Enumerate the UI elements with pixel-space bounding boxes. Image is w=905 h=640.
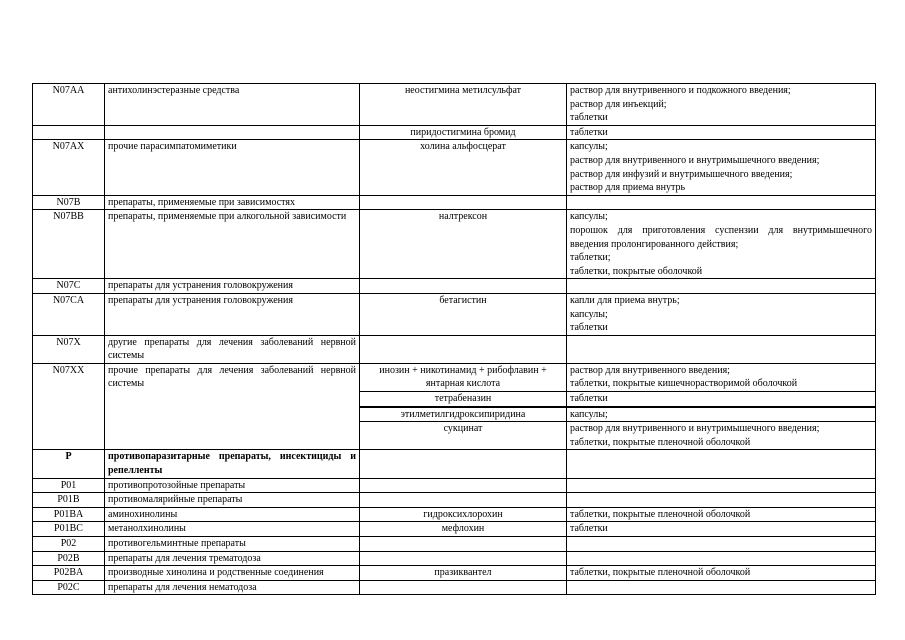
table-row (33, 522, 876, 537)
drug-name: празиквантел (360, 566, 567, 581)
atc-code: P02BA (33, 566, 105, 581)
table-row (33, 84, 876, 126)
atc-code: N07AA (33, 84, 105, 126)
group-name: препараты для устранения головокружения (105, 279, 360, 294)
group-name: прочие парасимпатомиметики (105, 140, 360, 195)
drug-name: бетагистин (360, 293, 567, 335)
table-row (33, 195, 876, 210)
dosage-forms (567, 279, 876, 294)
dosage-form: таблетки, покрытые пленочной оболочкой (570, 436, 751, 448)
drug-name: пиридостигмина бромид (360, 125, 567, 140)
dosage-form: капсулы; (570, 141, 608, 153)
dosage-forms (567, 551, 876, 566)
drug-name (360, 537, 567, 552)
dosage-forms (567, 537, 876, 552)
drug-name (360, 551, 567, 566)
dosage-forms (567, 450, 876, 478)
dosage-form: капсулы; (570, 308, 608, 320)
dosage-forms (567, 125, 876, 140)
drug-name (360, 195, 567, 210)
group-name: противогельминтные препараты (105, 537, 360, 552)
atc-code: P01BC (33, 522, 105, 537)
table-row (33, 210, 876, 279)
dosage-form: таблетки (570, 112, 608, 124)
dosage-form: раствор для внутривенного и внутримышечного введения; (570, 423, 820, 435)
table-row (33, 335, 876, 363)
drug-name (360, 478, 567, 493)
drug-name: гидроксихлорохин (360, 507, 567, 522)
dosage-form: таблетки (570, 393, 608, 405)
table-row (33, 478, 876, 493)
dosage-forms (567, 84, 876, 126)
drug-classification-table (32, 83, 876, 595)
atc-code: P (33, 450, 105, 478)
atc-code: N07C (33, 279, 105, 294)
group-name: аминохинолины (105, 507, 360, 522)
group-name: производные хинолина и родственные соединения (105, 566, 360, 581)
dosage-form: раствор для инъекций; (570, 98, 667, 110)
atc-code (33, 125, 105, 140)
table-row (33, 140, 876, 195)
atc-code: P02C (33, 580, 105, 595)
table-row (33, 293, 876, 335)
atc-code: N07XX (33, 363, 105, 450)
dosage-forms (567, 407, 876, 422)
drug-name: налтрексон (360, 210, 567, 279)
group-name: препараты для устранения головокружения (105, 293, 360, 335)
group-name: препараты, применяемые при зависимостях (105, 195, 360, 210)
dosage-form: раствор для инфузий и внутримышечного введения; (570, 168, 793, 180)
dosage-form: раствор для внутривенного и внутримышечного введения; (570, 154, 820, 166)
dosage-forms (567, 363, 876, 391)
dosage-form: раствор для внутривенного и подкожного введения; (570, 85, 791, 96)
dosage-forms (567, 195, 876, 210)
dosage-form: капсулы; (570, 211, 608, 223)
drug-name (360, 279, 567, 294)
group-name: другие препараты для лечения заболеваний нервной системы (105, 335, 360, 363)
drug-name: мефлохин (360, 522, 567, 537)
group-name: препараты для лечения нематодоза (105, 580, 360, 595)
group-name: противопаразитарные препараты, инсектициды и репелленты (105, 450, 360, 478)
dosage-form: таблетки (570, 523, 608, 535)
dosage-forms (567, 478, 876, 493)
dosage-form: таблетки; (570, 252, 611, 264)
atc-code: P01B (33, 493, 105, 508)
group-name: прочие препараты для лечения заболеваний нервной системы (105, 363, 360, 450)
group-name: антихолинэстеразные средства (105, 84, 360, 126)
atc-code: N07CA (33, 293, 105, 335)
dosage-form: таблетки, покрытые пленочной оболочкой (570, 567, 751, 579)
dosage-forms (567, 566, 876, 581)
dosage-form: таблетки, покрытые кишечнорастворимой оболочкой (570, 378, 798, 390)
atc-code: P02 (33, 537, 105, 552)
table-row (33, 450, 876, 478)
dosage-form: порошок для приготовления суспензии для внутримышечного введения пролонгированного действия; (570, 224, 872, 250)
dosage-form: капсулы; (570, 408, 608, 420)
dosage-form: капли для приема внутрь; (570, 294, 680, 306)
atc-code: P01 (33, 478, 105, 493)
atc-code: N07X (33, 335, 105, 363)
table-row (33, 279, 876, 294)
table-row (33, 125, 876, 140)
group-name: противопротозойные препараты (105, 478, 360, 493)
drug-name: неостигмина метилсульфат (360, 84, 567, 126)
atc-code: N07B (33, 195, 105, 210)
dosage-forms (567, 210, 876, 279)
dosage-form: таблетки (570, 126, 608, 138)
dosage-forms (567, 422, 876, 450)
atc-code: N07AX (33, 140, 105, 195)
drug-name (360, 335, 567, 363)
dosage-forms (567, 293, 876, 335)
drug-name: инозин + никотинамид + рибофлавин + янтарная кислота (360, 363, 567, 391)
table-row (33, 537, 876, 552)
table-row (33, 566, 876, 581)
drug-name (360, 493, 567, 508)
dosage-form: таблетки (570, 322, 608, 334)
group-name: препараты для лечения трематодоза (105, 551, 360, 566)
drug-name (360, 580, 567, 595)
group-name: препараты, применяемые при алкогольной зависимости (105, 210, 360, 279)
dosage-forms (567, 493, 876, 508)
table-row (33, 363, 876, 391)
dosage-forms (567, 580, 876, 595)
dosage-forms (567, 335, 876, 363)
dosage-forms (567, 392, 876, 407)
dosage-form: таблетки, покрытые оболочкой (570, 265, 703, 277)
dosage-form: раствор для внутривенного введения; (570, 364, 730, 376)
group-name: противомалярийные препараты (105, 493, 360, 508)
dosage-forms (567, 140, 876, 195)
atc-code: P01BA (33, 507, 105, 522)
table-row (33, 507, 876, 522)
drug-name: этилметилгидроксипиридина (360, 407, 567, 422)
dosage-form: таблетки, покрытые пленочной оболочкой (570, 508, 751, 520)
atc-code: P02B (33, 551, 105, 566)
dosage-form: раствор для приема внутрь (570, 182, 686, 194)
dosage-forms (567, 522, 876, 537)
dosage-forms (567, 507, 876, 522)
group-name (105, 125, 360, 140)
atc-code: N07BB (33, 210, 105, 279)
drug-name: сукцинат (360, 422, 567, 450)
table-row (33, 493, 876, 508)
drug-name: тетрабеназин (360, 392, 567, 407)
drug-name (360, 450, 567, 478)
group-name: метанолхинолины (105, 522, 360, 537)
table-row (33, 580, 876, 595)
drug-name: холина альфосцерат (360, 140, 567, 195)
table-row (33, 551, 876, 566)
